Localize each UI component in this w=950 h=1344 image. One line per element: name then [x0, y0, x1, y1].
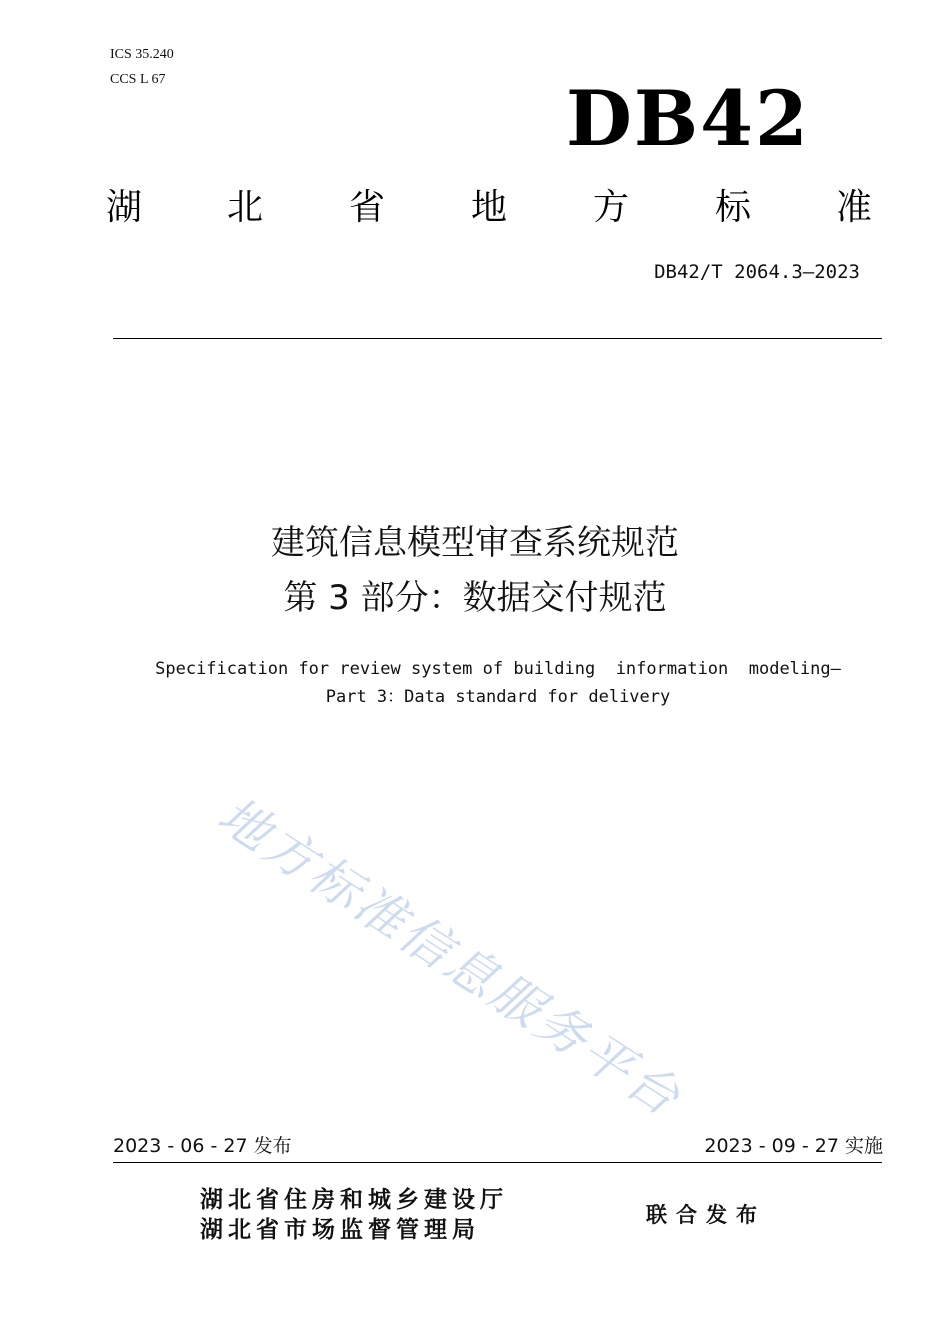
category-char: 标 — [714, 187, 751, 228]
category-char: 省 — [348, 187, 385, 228]
issuer-housing-department: 湖北省住房和城乡建设厅 — [200, 1187, 508, 1213]
top-divider — [113, 338, 882, 339]
standard-category — [100, 184, 890, 232]
title-chinese-line1: 建筑信息模型审查系统规范 — [271, 523, 679, 563]
category-char: 方 — [592, 187, 629, 228]
watermark: 地方标准信息服务平台 — [207, 785, 693, 1129]
ccs-code: CCS L 67 — [110, 72, 166, 87]
title-chinese-line2: 第 3 部分：数据交付规范 — [283, 578, 667, 618]
category-char: 北 — [226, 187, 263, 228]
bottom-divider — [113, 1162, 882, 1163]
issuer-market-regulation: 湖北省市场监督管理局 — [200, 1217, 480, 1243]
document-number: DB42/T 2064.3—2023 — [654, 261, 860, 283]
category-char: 湖 — [105, 187, 142, 228]
category-char: 地 — [470, 187, 507, 228]
category-char: 准 — [835, 187, 872, 228]
implementation-date: 2023 - 09 - 27 实施 — [704, 1135, 883, 1157]
issue-date: 2023 - 06 - 27 发布 — [113, 1135, 292, 1157]
ics-code: ICS 35.240 — [110, 47, 174, 62]
title-english-line1: Specification for review system of building information modeling— — [155, 659, 841, 679]
standard-logo: DB42 — [566, 74, 810, 163]
title-english-line2: Part 3：Data standard for delivery — [325, 687, 671, 707]
joint-issue-label: 联合发布 — [646, 1203, 766, 1227]
